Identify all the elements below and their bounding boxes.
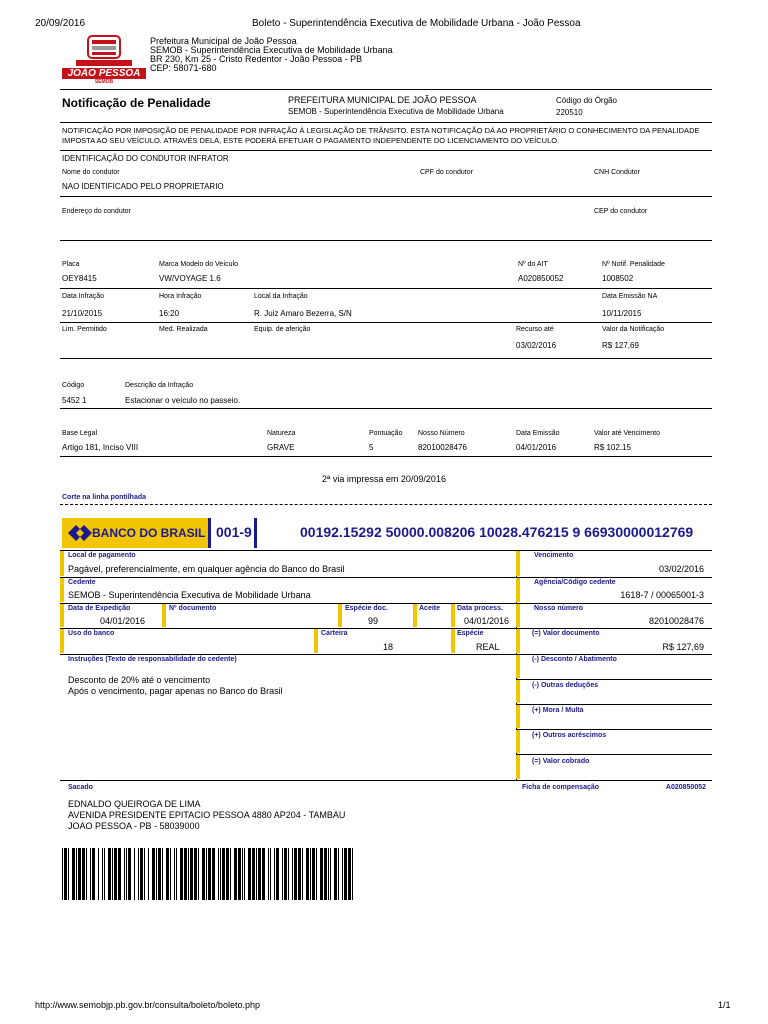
barcode-bar bbox=[252, 848, 255, 900]
barcode-bar bbox=[274, 848, 275, 900]
barcode-bar bbox=[306, 848, 309, 900]
barcode-bar bbox=[206, 848, 207, 900]
barcode-bar bbox=[98, 848, 99, 900]
cedente-label: Cedente bbox=[68, 579, 96, 586]
valor-notif-label: Valor da Notificação bbox=[602, 326, 665, 333]
logo-sub: SEMOB bbox=[94, 79, 114, 85]
barcode-bar bbox=[138, 848, 139, 900]
driver-cnh-label: CNH Condutor bbox=[594, 169, 640, 176]
nosso-numero-value: 82010028476 bbox=[418, 443, 467, 452]
header-line1: Prefeitura Municipal de João Pessoa bbox=[150, 36, 297, 46]
hora-value: 16:20 bbox=[159, 309, 180, 318]
barcode-bar bbox=[222, 848, 225, 900]
ait-label: Nº do AIT bbox=[518, 261, 548, 268]
barcode-bar bbox=[194, 848, 197, 900]
barcode-bar bbox=[86, 848, 87, 900]
barcode-bar bbox=[276, 848, 279, 900]
local-pagamento-label: Local de pagamento bbox=[68, 552, 136, 559]
barcode-bar bbox=[212, 848, 215, 900]
cut-line bbox=[60, 504, 712, 505]
modelo-label: Marca Modelo do Veículo bbox=[159, 261, 238, 268]
barcode-bar bbox=[152, 848, 155, 900]
data-process-label: Data process. bbox=[457, 605, 503, 612]
natureza-label: Natureza bbox=[267, 430, 296, 437]
barcode-bar bbox=[238, 848, 241, 900]
sacado-city: JOAO PESSOA - PB - 58039000 bbox=[68, 821, 200, 831]
especie: REAL bbox=[476, 642, 500, 652]
sacado-label: Sacado bbox=[68, 784, 93, 791]
barcode-bar bbox=[114, 848, 117, 900]
outros-acrescimos-label: (+) Outros acréscimos bbox=[532, 732, 607, 739]
barcode-bar bbox=[68, 848, 69, 900]
barcode-bar bbox=[180, 848, 183, 900]
header-line3: BR 230, Km 25 - Cristo Redentor - João Pessoa - PB bbox=[150, 54, 363, 64]
barcode-bar bbox=[124, 848, 125, 900]
agencia-label: Agência/Código cedente bbox=[534, 579, 616, 586]
desc-value: Estacionar o veículo no passeio. bbox=[125, 396, 241, 405]
instr-line2: Após o vencimento, pagar apenas no Banco do Brasil bbox=[68, 686, 283, 696]
driver-section: IDENTIFICAÇÃO DO CONDUTOR INFRATOR bbox=[62, 154, 229, 163]
emissao-na-value: 10/11/2015 bbox=[602, 309, 642, 318]
header-line2: SEMOB - Superintendência Executiva de Mobilidade Urbana bbox=[150, 45, 393, 55]
barcode-bar bbox=[148, 848, 149, 900]
bank-logo bbox=[62, 518, 210, 548]
barcode-bar bbox=[312, 848, 315, 900]
sacado-address: AVENIDA PRESIDENTE EPITACIO PESSOA 4880 AP204 - TAMBAU bbox=[68, 810, 346, 820]
data-infracao-label: Data Infração bbox=[62, 293, 105, 300]
notice-title: Notificação de Penalidade bbox=[62, 96, 211, 110]
org-code: 220510 bbox=[556, 108, 583, 117]
local-value: R. Juiz Amaro Bezerra, S/N bbox=[254, 309, 352, 318]
pontuacao-value: 5 bbox=[369, 443, 374, 452]
notif-label: Nº Notif. Penalidade bbox=[602, 261, 665, 268]
notif-value: 1008502 bbox=[602, 274, 634, 283]
cut-line-label: Corte na linha pontilhada bbox=[62, 494, 147, 501]
local-pagamento: Pagável, preferencialmente, em qualquer agência do Banco do Brasil bbox=[68, 564, 345, 574]
bank-code: 001-9 bbox=[216, 524, 252, 540]
pontuacao-label: Pontuação bbox=[369, 430, 403, 437]
barcode-bar bbox=[284, 848, 287, 900]
barcode-bar bbox=[208, 848, 211, 900]
especie-doc-label: Espécie doc. bbox=[345, 605, 388, 612]
barcode-bar bbox=[298, 848, 301, 900]
recurso-label: Recurso até bbox=[516, 326, 554, 333]
barcode-bar bbox=[92, 848, 95, 900]
barcode-bar bbox=[184, 848, 187, 900]
especie-label: Espécie bbox=[457, 630, 484, 637]
agencia: 1618-7 / 00065001-3 bbox=[620, 590, 704, 600]
placa-value: OEY8415 bbox=[62, 274, 97, 283]
data-expedicao: 04/01/2016 bbox=[100, 616, 146, 626]
nosso-numero-boleto-label: Nosso número bbox=[534, 605, 584, 612]
barcode-bar bbox=[128, 848, 131, 900]
barcode-bar bbox=[158, 848, 161, 900]
barcode-bar bbox=[320, 848, 323, 900]
codigo-value: 5452 1 bbox=[62, 396, 87, 405]
med-label: Med. Realizada bbox=[159, 326, 208, 333]
barcode-bar bbox=[170, 848, 171, 900]
num-doc-label: Nº documento bbox=[169, 605, 217, 612]
barcode-bar bbox=[156, 848, 157, 900]
barcode-bar bbox=[270, 848, 271, 900]
base-label: Base Legal bbox=[62, 430, 98, 437]
desc-label: Descrição da Infração bbox=[125, 382, 194, 389]
valor-venc-value: R$ 102.15 bbox=[594, 443, 631, 452]
valor-doc: R$ 127,69 bbox=[662, 642, 704, 652]
barcode-bar bbox=[134, 848, 135, 900]
vencimento: 03/02/2016 bbox=[658, 564, 704, 574]
barcode-bar bbox=[102, 848, 103, 900]
barcode bbox=[62, 848, 468, 900]
recurso-value: 03/02/2016 bbox=[516, 341, 557, 350]
hora-label: Hora Infração bbox=[159, 293, 202, 300]
modelo-value: VW/VOYAGE 1.6 bbox=[159, 274, 221, 283]
barcode-bar bbox=[348, 848, 351, 900]
barcode-bar bbox=[118, 848, 121, 900]
carteira-label: Carteira bbox=[321, 630, 348, 637]
page-title: Boleto - Superintendência Executiva de Mobilidade Urbana - João Pessoa bbox=[252, 18, 581, 29]
mora-label: (+) Mora / Multa bbox=[532, 707, 584, 714]
barcode-bar bbox=[226, 848, 229, 900]
barcode-bar bbox=[338, 848, 339, 900]
barcode-bar bbox=[188, 848, 189, 900]
aceite-label: Aceite bbox=[419, 605, 441, 612]
print-date: 20/09/2016 bbox=[35, 18, 86, 29]
nosso-numero-boleto: 82010028476 bbox=[648, 616, 704, 626]
notice-text: NOTIFICAÇÃO POR IMPOSIÇÃO DE PENALIDADE POR INFRAÇÃO À LEGISLAÇÃO DE TRÂNSITO. ESTA NOTIFICAÇÃO DÁ AO PROPRIETÁRIO O CONHECIMENTO DA PENALIDADE IMPOSTA AO SEU VEÍCULO. ATRAVÉS DELA, ESTE PODERÁ EFETUAR O PAGAMENTO INDEPENDENTE DO LICENCIAMENTO DO VEÍCULO. bbox=[62, 126, 700, 145]
valor-cobrado-label: (=) Valor cobrado bbox=[532, 758, 590, 765]
barcode-bar bbox=[268, 848, 269, 900]
valor-venc-label: Valor até Vencimento bbox=[594, 430, 661, 437]
barcode-bar bbox=[310, 848, 311, 900]
placa-label: Placa bbox=[62, 261, 80, 268]
barcode-bar bbox=[328, 848, 329, 900]
barcode-bar bbox=[244, 848, 245, 900]
barcode-bar bbox=[302, 848, 303, 900]
desconto-label: (-) Desconto / Abatimento bbox=[532, 656, 617, 663]
barcode-bar bbox=[82, 848, 85, 900]
especie-doc: 99 bbox=[368, 616, 379, 626]
barcode-bar bbox=[126, 848, 127, 900]
org-sub: SEMOB - Superintendência Executiva de Mobilidade Urbana bbox=[288, 107, 504, 116]
barcode-bar bbox=[104, 848, 105, 900]
ficha-label: Ficha de compensação bbox=[522, 784, 600, 791]
barcode-bar bbox=[176, 848, 177, 900]
digitable-line[interactable]: 00192.15292 50000.008206 10028.476215 9 66930000012769 bbox=[300, 524, 694, 540]
barcode-bar bbox=[324, 848, 327, 900]
barcode-bar bbox=[166, 848, 169, 900]
driver-address-label: Endereço do condutor bbox=[62, 208, 131, 215]
driver-cpf-label: CPF do condutor bbox=[420, 169, 473, 176]
barcode-bar bbox=[218, 848, 219, 900]
barcode-bar bbox=[140, 848, 143, 900]
barcode-bar bbox=[90, 848, 91, 900]
lim-label: Lim. Permitido bbox=[62, 326, 107, 333]
sacado-name: EDNALDO QUEIROGA DE LIMA bbox=[68, 799, 201, 809]
valor-doc-label: (=) Valor documento bbox=[532, 630, 600, 637]
barcode-bar bbox=[330, 848, 331, 900]
barcode-bar bbox=[230, 848, 231, 900]
bank-name: BANCO DO BRASIL bbox=[92, 526, 206, 540]
barcode-bar bbox=[262, 848, 265, 900]
outras-deducoes-label: (-) Outras deduções bbox=[532, 682, 599, 689]
barcode-bar bbox=[342, 848, 343, 900]
barcode-bar bbox=[202, 848, 205, 900]
codigo-label: Código bbox=[62, 382, 85, 389]
barcode-bar bbox=[334, 848, 337, 900]
barcode-bar bbox=[344, 848, 347, 900]
second-copy-note: 2ª via impressa em 20/09/2016 bbox=[322, 474, 446, 484]
emissao-na-label: Data Emissão NA bbox=[602, 293, 658, 300]
data-emissao-label: Data Emissão bbox=[516, 430, 560, 437]
valor-notif-value: R$ 127,69 bbox=[602, 341, 639, 350]
barcode-bar bbox=[108, 848, 111, 900]
local-label: Local da Infração bbox=[254, 293, 308, 300]
base-value: Artigo 181, Inciso VIII bbox=[62, 443, 139, 452]
data-expedicao-label: Data de Expedição bbox=[68, 605, 131, 612]
ait-value: A020850052 bbox=[518, 274, 564, 283]
page-number: 1/1 bbox=[718, 1000, 731, 1010]
barcode-bar bbox=[256, 848, 257, 900]
barcode-bar bbox=[112, 848, 113, 900]
barcode-bar bbox=[352, 848, 353, 900]
vencimento-label: Vencimento bbox=[534, 552, 574, 559]
barcode-bar bbox=[316, 848, 317, 900]
barcode-bar bbox=[248, 848, 251, 900]
barcode-bar bbox=[72, 848, 75, 900]
equip-label: Equip. de aferição bbox=[254, 326, 311, 333]
barcode-bar bbox=[292, 848, 293, 900]
barcode-bar bbox=[190, 848, 193, 900]
header-line4: CEP: 58071-680 bbox=[150, 63, 217, 73]
cedente: SEMOB - Superintendência Executiva de Mobilidade Urbana bbox=[68, 590, 311, 600]
driver-cep-label: CEP do condutor bbox=[594, 208, 648, 215]
barcode-bar bbox=[288, 848, 289, 900]
driver-name: NAO IDENTIFICADO PELO PROPRIETARIO bbox=[62, 182, 224, 191]
barcode-bar bbox=[220, 848, 221, 900]
logo-text: JOÃO PESSOA bbox=[62, 68, 146, 79]
barcode-bar bbox=[78, 848, 81, 900]
barcode-bar bbox=[76, 848, 77, 900]
data-emissao-value: 04/01/2016 bbox=[516, 443, 557, 452]
instr-label: Instruções (Texto de responsabilidade do cedente) bbox=[68, 656, 237, 663]
org-name: PREFEITURA MUNICIPAL DE JOÃO PESSOA bbox=[288, 95, 477, 105]
page-url[interactable]: http://www.semobjp.pb.gov.br/consulta/boleto/boleto.php bbox=[35, 1000, 260, 1010]
barcode-bar bbox=[62, 848, 63, 900]
carteira: 18 bbox=[383, 642, 394, 652]
barcode-bar bbox=[144, 848, 145, 900]
barcode-bar bbox=[234, 848, 237, 900]
natureza-value: GRAVE bbox=[267, 443, 295, 452]
barcode-bar bbox=[258, 848, 261, 900]
bank-mark-icon bbox=[66, 521, 94, 545]
barcode-bar bbox=[294, 848, 297, 900]
barcode-bar bbox=[198, 848, 199, 900]
barcode-bar bbox=[242, 848, 243, 900]
instr-line1: Desconto de 20% até o vencimento bbox=[68, 675, 211, 685]
barcode-bar bbox=[282, 848, 283, 900]
ficha-code: A020850052 bbox=[665, 784, 706, 791]
barcode-bar bbox=[174, 848, 175, 900]
data-process: 04/01/2016 bbox=[464, 616, 510, 626]
driver-name-label: Nome do condutor bbox=[62, 169, 120, 176]
barcode-bar bbox=[64, 848, 67, 900]
uso-banco-label: Uso do banco bbox=[68, 630, 115, 637]
data-infracao-value: 21/10/2015 bbox=[62, 309, 103, 318]
city-logo bbox=[62, 34, 146, 84]
org-code-label: Código do Órgão bbox=[556, 96, 617, 105]
barcode-bar bbox=[162, 848, 163, 900]
nosso-numero-label: Nosso Número bbox=[418, 430, 465, 437]
